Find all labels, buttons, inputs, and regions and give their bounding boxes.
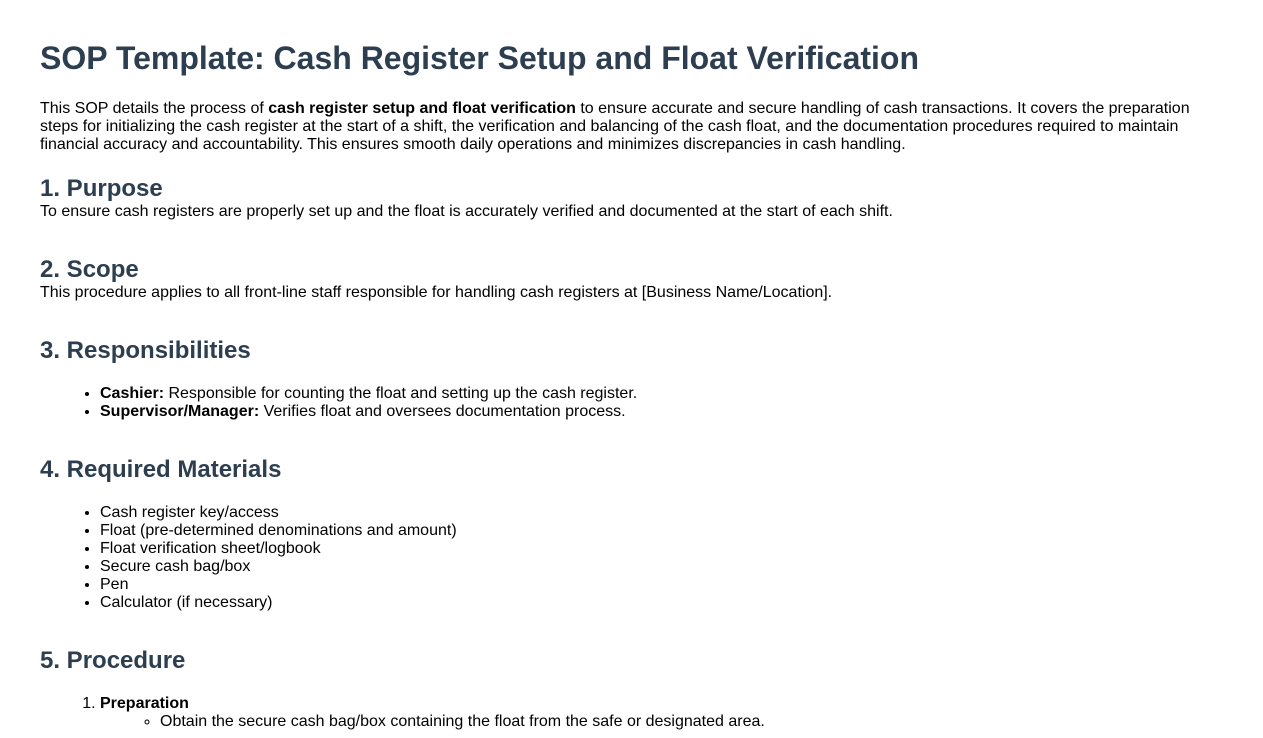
intro-text-after: to ensure accurate and secure handling of cash transactions. It covers the preparation steps for initializing the cash register at the start of a shift, the verification and balancing of the cash float, and the documentation procedures required to maintain financial accuracy and accountability. This ensures smooth daily operations and minimizes discrepancies in cash handling.	[40, 100, 1190, 153]
procedure-step	[100, 695, 1223, 731]
intro-text-bold: cash register setup and float verification	[268, 100, 576, 117]
purpose-text: To ensure cash registers are properly set up and the float is accurately verified and documented at the start of each shift.	[40, 203, 893, 220]
responsibilities-list	[40, 385, 1223, 421]
intro-paragraph	[40, 100, 1223, 154]
list-item: • Calculator (if necessary)	[100, 594, 1223, 612]
role-description: Responsible for counting the float and setting up the cash register.	[164, 385, 638, 402]
list-item: ◦ Obtain the secure cash bag/box containing the float from the safe or designated area.	[160, 713, 1223, 731]
list-item: • Cash register key/access	[100, 504, 1223, 522]
list-item: • Secure cash bag/box	[100, 558, 1223, 576]
purpose-heading: 1. Purpose	[40, 175, 163, 202]
materials-list	[40, 504, 1223, 612]
responsibilities-heading: 3. Responsibilities	[40, 337, 251, 364]
list-item	[100, 385, 1223, 403]
substep-list	[100, 713, 1223, 731]
list-item	[100, 403, 1223, 421]
page-title: SOP Template: Cash Register Setup and Float Verification	[40, 40, 920, 76]
list-item: • Pen	[100, 576, 1223, 594]
procedure-heading: 5. Procedure	[40, 647, 186, 674]
materials-heading: 4. Required Materials	[40, 456, 282, 483]
list-item: • Float (pre-determined denominations and amount)	[100, 522, 1223, 540]
step-label: Preparation	[100, 695, 189, 712]
list-item: • Float verification sheet/logbook	[100, 540, 1223, 558]
scope-heading: 2. Scope	[40, 256, 139, 283]
role-label: Cashier:	[100, 385, 165, 402]
procedure-steps	[40, 695, 1223, 731]
scope-text: This procedure applies to all front-line staff responsible for handling cash registers at [Business Name/Location].	[40, 284, 833, 301]
role-label: Supervisor/Manager:	[100, 403, 260, 420]
role-description: Verifies float and oversees documentation process.	[259, 403, 626, 420]
intro-text-before: This SOP details the process of	[40, 100, 269, 117]
